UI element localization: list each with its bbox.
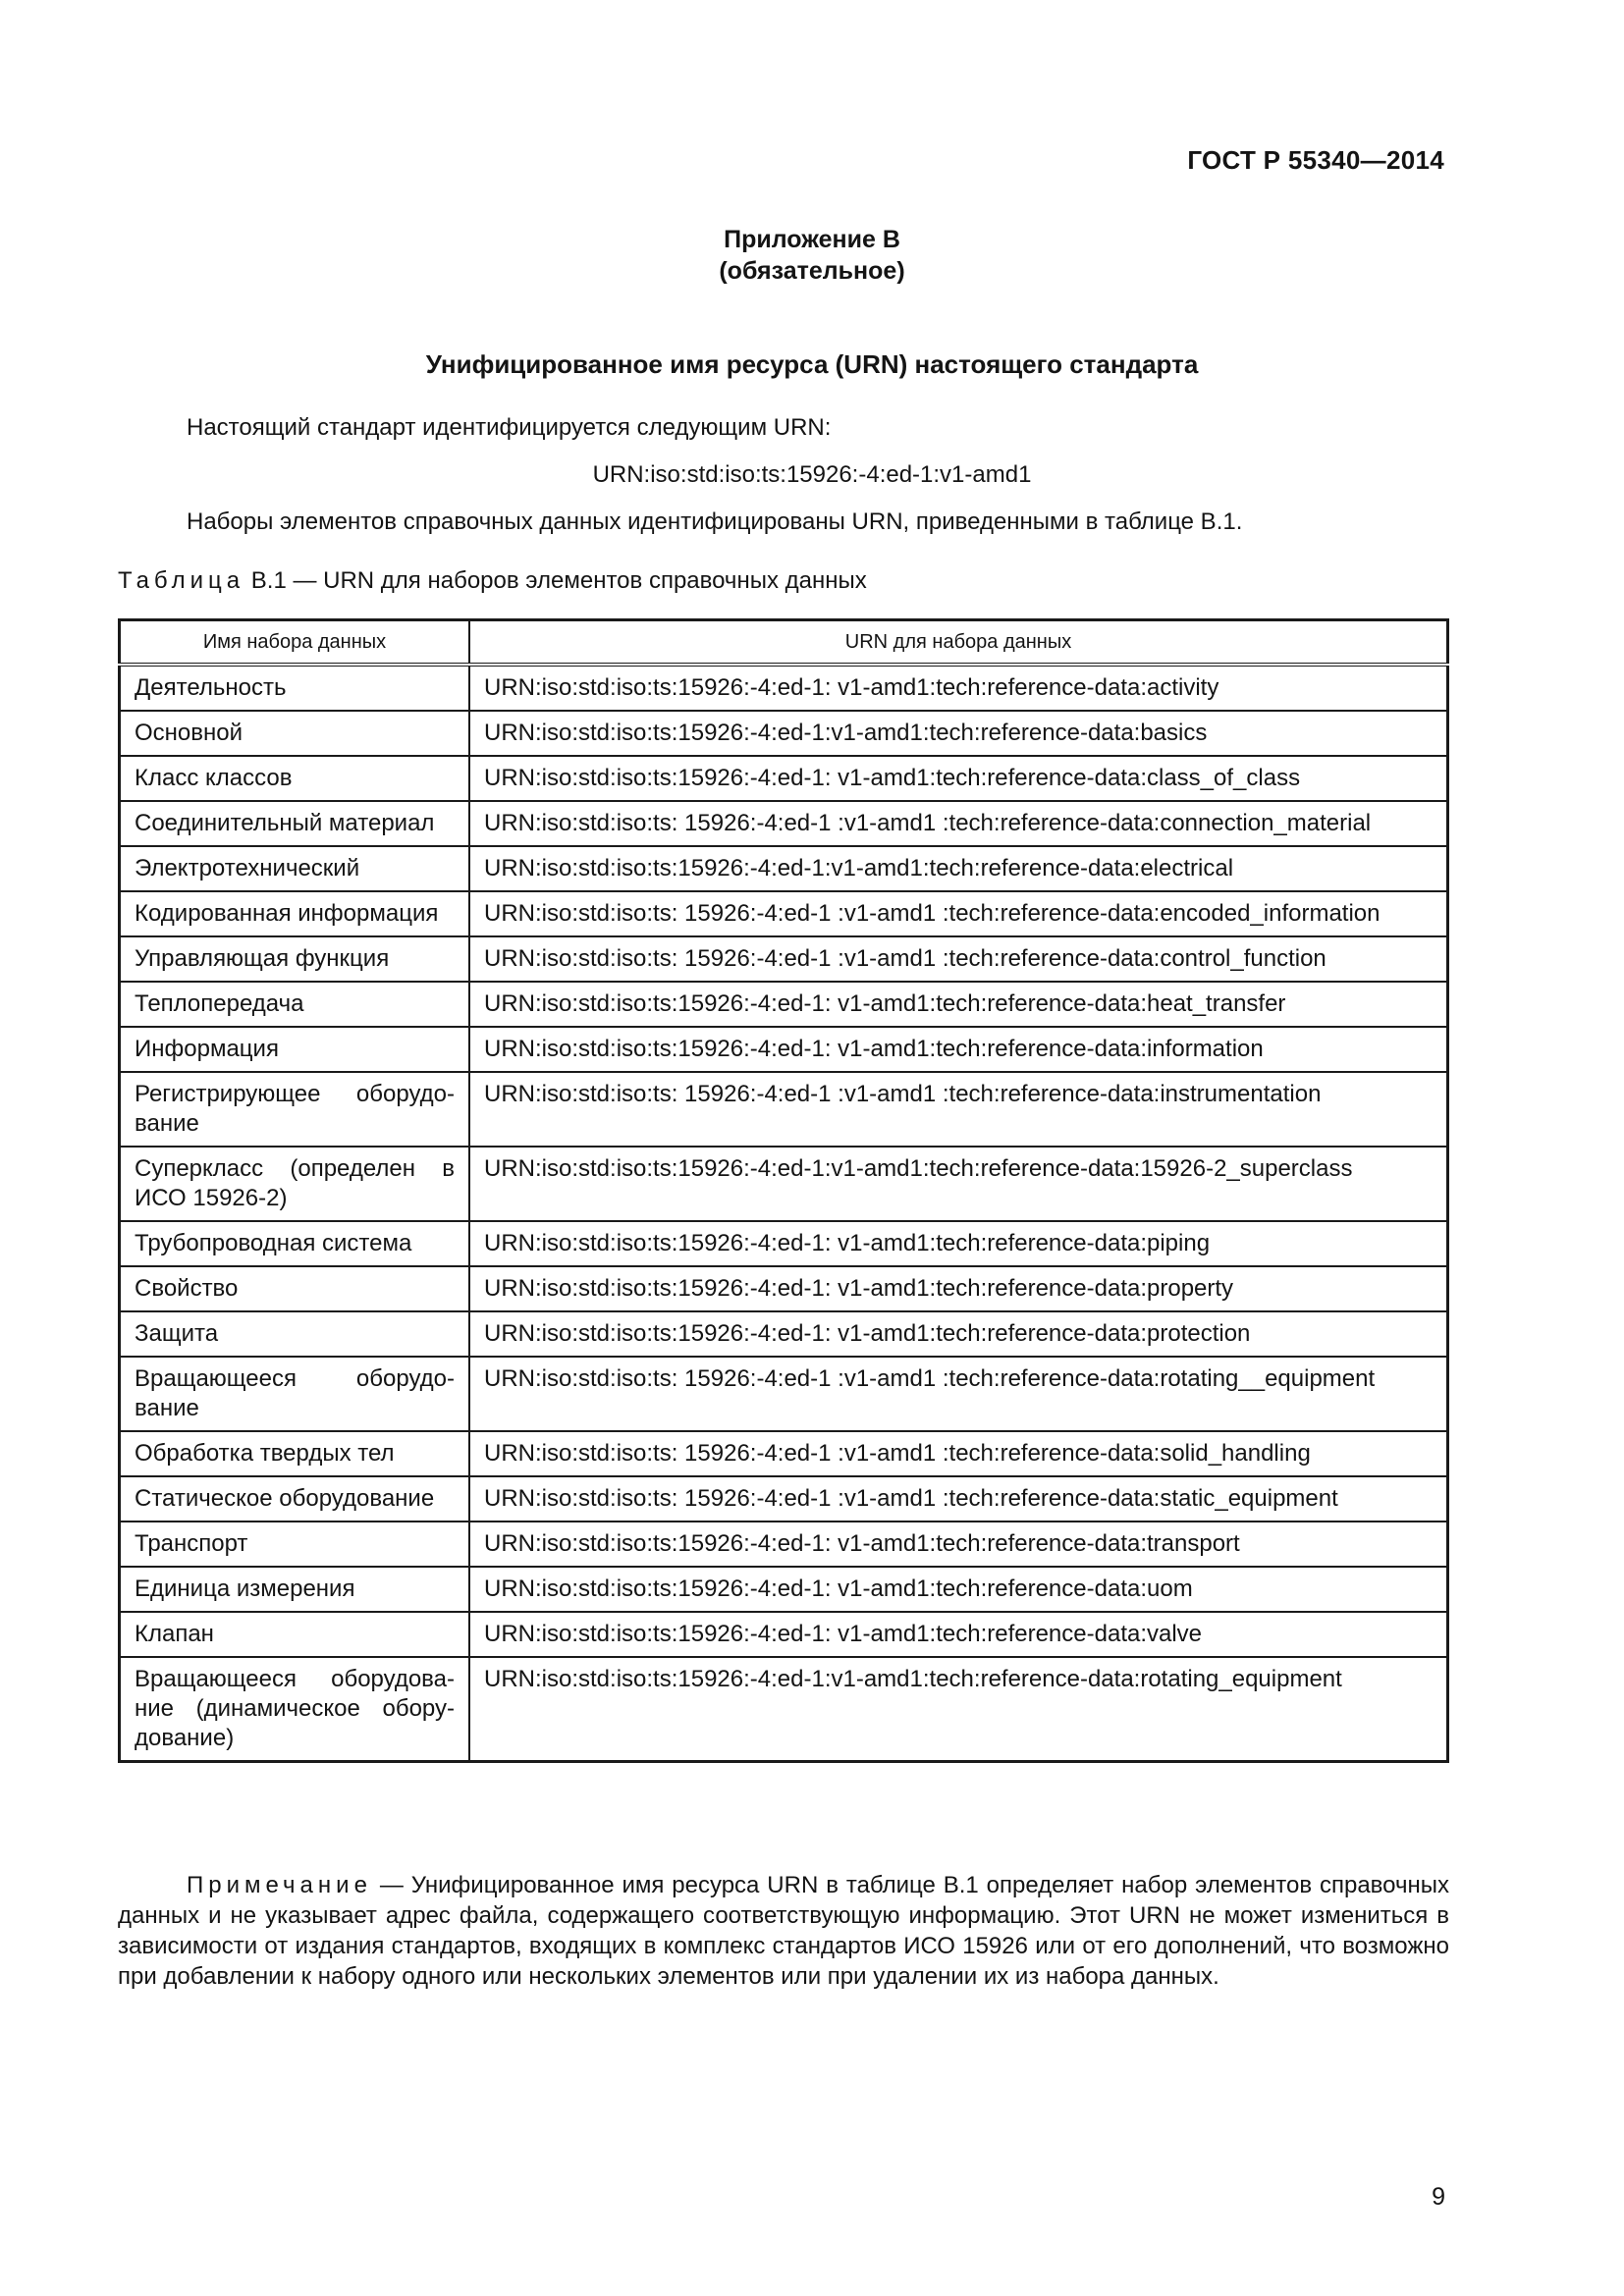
table-row: [120, 1567, 1448, 1612]
dataset-urn-cell: URN:iso:std:iso:ts: 15926:-4:ed-1 :v1-amd1 :tech:reference-data:connection_material: [469, 801, 1448, 846]
table-row: [120, 1357, 1448, 1431]
table-row: [120, 801, 1448, 846]
dataset-name-cell: Транспорт: [120, 1522, 470, 1567]
table-row: [120, 846, 1448, 891]
dataset-name-cell: Вращающееся оборудова-ние (динамическое обору-дование): [120, 1657, 470, 1762]
dataset-urn-cell: URN:iso:std:iso:ts: 15926:-4:ed-1 :v1-amd1 :tech:reference-data:solid_handling: [469, 1431, 1448, 1476]
dataset-urn-cell: URN:iso:std:iso:ts:15926:-4:ed-1: v1-amd1:tech:reference-data:heat_transfer: [469, 982, 1448, 1027]
table-body: [120, 665, 1448, 1762]
table-row: [120, 891, 1448, 936]
table-row: [120, 665, 1448, 711]
dataset-urn-cell: URN:iso:std:iso:ts:15926:-4:ed-1: v1-amd1:tech:reference-data:property: [469, 1266, 1448, 1311]
table-row: [120, 1221, 1448, 1266]
table-caption: [118, 567, 867, 595]
standard-code: ГОСТ Р 55340—2014: [1187, 145, 1444, 175]
dataset-name-cell: Единица измерения: [120, 1567, 470, 1612]
dataset-urn-cell: URN:iso:std:iso:ts:15926:-4:ed-1: v1-amd1:tech:reference-data:piping: [469, 1221, 1448, 1266]
dataset-name-cell: Кодированная информация: [120, 891, 470, 936]
table-row: [120, 1027, 1448, 1072]
table-row: [120, 1147, 1448, 1221]
dataset-urn-cell: URN:iso:std:iso:ts: 15926:-4:ed-1 :v1-amd1 :tech:reference-data:control_function: [469, 936, 1448, 982]
table-caption-label: Таблица: [118, 567, 245, 594]
dataset-name-cell: Регистрирующее оборудо-вание: [120, 1072, 470, 1147]
table-row: [120, 1431, 1448, 1476]
dataset-name-cell: Управляющая функция: [120, 936, 470, 982]
table-caption-text: В.1 — URN для наборов элементов справочных данных: [244, 567, 867, 594]
intro-paragraph: Настоящий стандарт идентифицируется следующим URN:: [187, 414, 832, 441]
dataset-name-cell: Трубопроводная система: [120, 1221, 470, 1266]
page-number: 9: [1432, 2183, 1445, 2211]
table-row: [120, 1476, 1448, 1522]
standard-urn: URN:iso:std:iso:ts:15926:-4:ed-1:v1-amd1: [592, 461, 1032, 488]
note-label: Примечание: [187, 1872, 372, 1898]
dataset-urn-cell: URN:iso:std:iso:ts: 15926:-4:ed-1 :v1-amd1 :tech:reference-data:rotating__equipment: [469, 1357, 1448, 1431]
dataset-name-cell: Деятельность: [120, 665, 470, 711]
dataset-name-cell: Статическое оборудование: [120, 1476, 470, 1522]
dataset-name-cell: Суперкласс (определен в ИСО 15926-2): [120, 1147, 470, 1221]
dataset-urn-cell: URN:iso:std:iso:ts:15926:-4:ed-1: v1-amd1:tech:reference-data:protection: [469, 1311, 1448, 1357]
dataset-name-cell: Обработка твердых тел: [120, 1431, 470, 1476]
table-row: [120, 936, 1448, 982]
dataset-name-cell: Информация: [120, 1027, 470, 1072]
dataset-urn-cell: URN:iso:std:iso:ts:15926:-4:ed-1: v1-amd1:tech:reference-data:class_of_class: [469, 756, 1448, 801]
dataset-urn-cell: URN:iso:std:iso:ts: 15926:-4:ed-1 :v1-amd1 :tech:reference-data:static_equipment: [469, 1476, 1448, 1522]
dataset-name-cell: Теплопередача: [120, 982, 470, 1027]
dataset-urn-cell: URN:iso:std:iso:ts: 15926:-4:ed-1 :v1-amd1 :tech:reference-data:instrumentation: [469, 1072, 1448, 1147]
dataset-urn-cell: URN:iso:std:iso:ts:15926:-4:ed-1: v1-amd1:tech:reference-data:information: [469, 1027, 1448, 1072]
dataset-urn-cell: URN:iso:std:iso:ts:15926:-4:ed-1: v1-amd1:tech:reference-data:uom: [469, 1567, 1448, 1612]
dataset-name-cell: Вращающееся оборудо-вание: [120, 1357, 470, 1431]
dataset-urn-cell: URN:iso:std:iso:ts:15926:-4:ed-1:v1-amd1:tech:reference-data:rotating_equipment: [469, 1657, 1448, 1762]
table-row: [120, 1072, 1448, 1147]
note-text: — Унифицированное имя ресурса URN в таблице В.1 определяет набор элементов справочных данных и не указывает адрес файла, содержащего соответствующую информацию. Этот URN не может измениться в зависимости от издания стандартов, входящих в комплекс стандартов ИСО 15926 или от его дополнений, что возможно при добавлении к набору одного или нескольких элементов или при удалении их из набора данных.: [118, 1872, 1449, 1990]
table-row: [120, 1522, 1448, 1567]
dataset-urn-cell: URN:iso:std:iso:ts: 15926:-4:ed-1 :v1-amd1 :tech:reference-data:encoded_information: [469, 891, 1448, 936]
dataset-name-cell: Основной: [120, 711, 470, 756]
dataset-urn-cell: URN:iso:std:iso:ts:15926:-4:ed-1:v1-amd1:tech:reference-data:basics: [469, 711, 1448, 756]
column-header-urn: URN для набора данных: [469, 620, 1448, 666]
table-row: [120, 1657, 1448, 1762]
annex-label: Приложение В: [724, 226, 900, 253]
table-row: [120, 711, 1448, 756]
dataset-name-cell: Клапан: [120, 1612, 470, 1657]
table-row: [120, 1311, 1448, 1357]
urn-table: [118, 618, 1449, 1763]
sets-paragraph: Наборы элементов справочных данных идентифицированы URN, приведенными в таблице В.1.: [187, 508, 1243, 535]
annex-title: Унифицированное имя ресурса (URN) настоящего стандарта: [425, 349, 1199, 379]
dataset-urn-cell: URN:iso:std:iso:ts:15926:-4:ed-1:v1-amd1:tech:reference-data:electrical: [469, 846, 1448, 891]
dataset-urn-cell: URN:iso:std:iso:ts:15926:-4:ed-1:v1-amd1:tech:reference-data:15926-2_superclass: [469, 1147, 1448, 1221]
table-row: [120, 982, 1448, 1027]
dataset-name-cell: Защита: [120, 1311, 470, 1357]
table-row: [120, 1612, 1448, 1657]
annex-heading: [0, 224, 1624, 287]
column-header-name: Имя набора данных: [120, 620, 470, 666]
table-note: [118, 1870, 1449, 1992]
table-header-row: [120, 620, 1448, 666]
dataset-name-cell: Класс классов: [120, 756, 470, 801]
dataset-name-cell: Электротехнический: [120, 846, 470, 891]
table-row: [120, 756, 1448, 801]
dataset-urn-cell: URN:iso:std:iso:ts:15926:-4:ed-1: v1-amd1:tech:reference-data:transport: [469, 1522, 1448, 1567]
dataset-urn-cell: URN:iso:std:iso:ts:15926:-4:ed-1: v1-amd1:tech:reference-data:activity: [469, 665, 1448, 711]
dataset-name-cell: Свойство: [120, 1266, 470, 1311]
dataset-urn-cell: URN:iso:std:iso:ts:15926:-4:ed-1: v1-amd1:tech:reference-data:valve: [469, 1612, 1448, 1657]
table-row: [120, 1266, 1448, 1311]
annex-status: (обязательное): [719, 257, 905, 285]
dataset-name-cell: Соединительный материал: [120, 801, 470, 846]
